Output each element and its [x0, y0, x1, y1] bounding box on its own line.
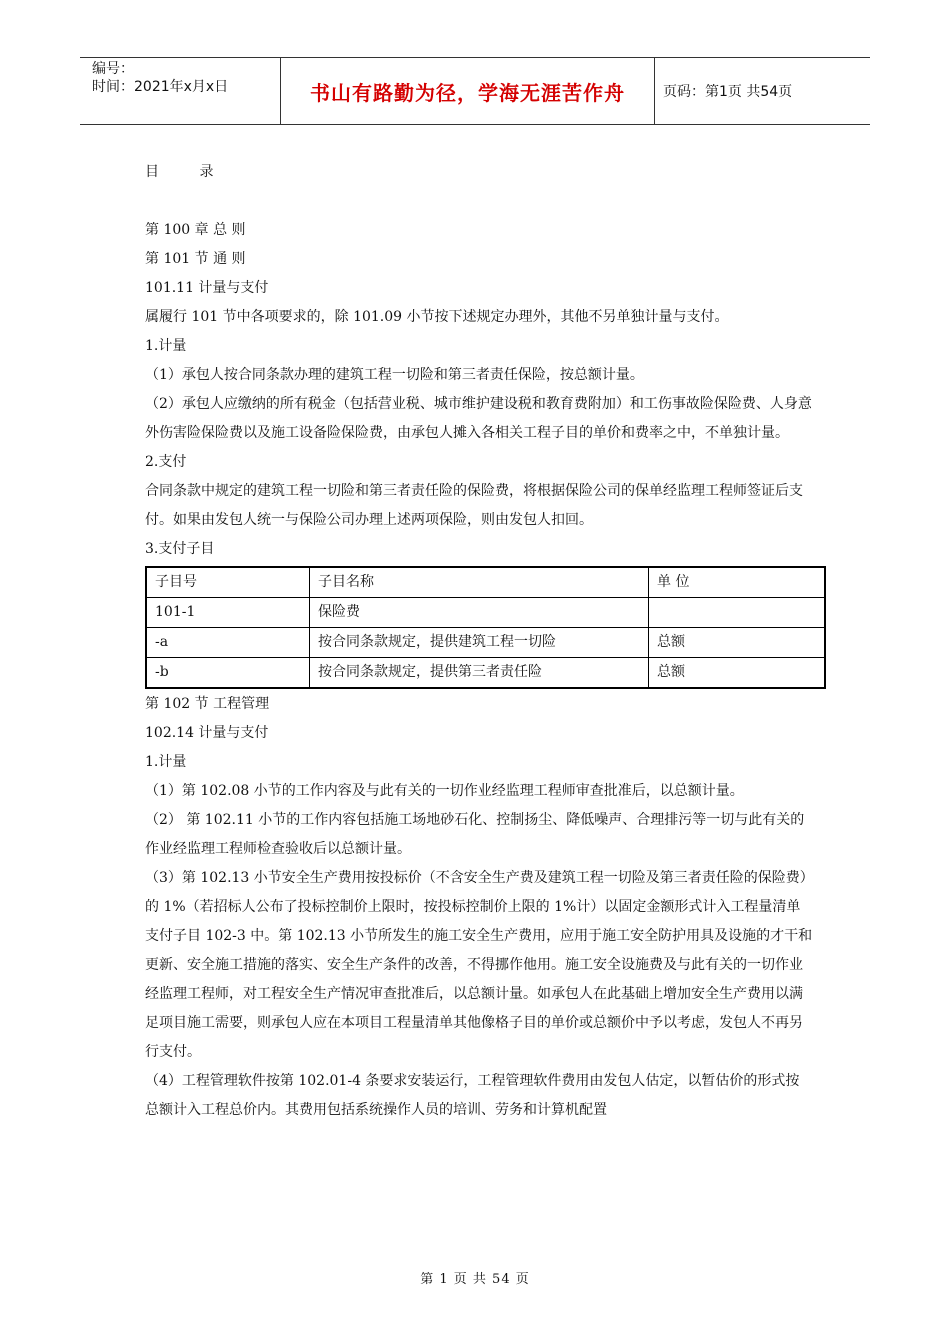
paragraph: （4）工程管理软件按第 102.01-4 条要求安装运行，工程管理软件费用由发包人估定，以暂估价的形式按总额计入工程总价内。其费用包括系统操作人员的培训、劳务和计算机配置 — [145, 1073, 800, 1118]
toc-title: 目 录 — [145, 164, 232, 180]
table-row — [146, 598, 825, 628]
table-header-row — [146, 567, 825, 598]
paragraph: （1）承包人按合同条款办理的建筑工程一切险和第三者责任保险，按总额计量。 — [145, 367, 644, 383]
table-row — [146, 628, 825, 658]
paragraph: （2） 第 102.11 小节的工作内容包括施工场地砂石化、控制扬尘、降低噪声、合理排污等一切与此有关的作业经监理工程师检查验收后以总额计量。 — [145, 812, 805, 857]
paragraph: （3）第 102.13 小节安全生产费用按投标价（不含安全生产费及建筑工程一切险及第三者责任险的保险费）的 1%（若招标人公布了投标控制价上限时，按投标控制价上限的 1%计）以固定金额形式计入工程量清单支付子目 102-3 中。第 102.13 小节所发生的施工安全生产费用，应用于施工安全防护用具及设施的才干和更新、安全施工措施的落实、安全生产条件的改善，不得挪作他用。施工安全设施费及与此有关的一切作业经监理工程师，对工程安全生产情况审查批准后，以总额计量。如承包人在此基础上增加安全生产费用以满足项目施工需要，则承包人应在本项目工程量清单其他像格子目的单价或总额价中予以考虑，发包人不再另行支付。 — [145, 870, 813, 1060]
table-row — [146, 658, 825, 689]
section-101-heading: 第 101 节 通 则 — [145, 251, 246, 267]
document-body — [145, 158, 813, 1125]
subsection-101-11-heading: 101.11 计量与支付 — [145, 280, 269, 296]
table-cell — [649, 598, 826, 628]
measurement-heading: 1.计量 — [145, 754, 187, 770]
page-footer: 第 1 页 共 54 页 — [420, 1272, 530, 1287]
header-page-info: 页码：第1页 共54页 — [663, 84, 793, 100]
payment-items-heading: 3.支付子目 — [145, 541, 215, 557]
table-header-cell: 单 位 — [649, 567, 826, 598]
section-102-heading: 第 102 节 工程管理 — [145, 696, 270, 712]
page-header — [80, 57, 870, 125]
table-cell: 总额 — [649, 628, 826, 658]
table-cell: 保险费 — [310, 598, 649, 628]
table-cell: 按合同条款规定，提供建筑工程一切险 — [310, 628, 649, 658]
document-number-label: 编号： — [92, 61, 134, 77]
table-cell: 按合同条款规定，提供第三者责任险 — [310, 658, 649, 689]
table-header-cell: 子目号 — [146, 567, 310, 598]
paragraph: 合同条款中规定的建筑工程一切险和第三者责任险的保险费，将根据保险公司的保单经监理工程师签证后支付。如果由发包人统一与保险公司办理上述两项保险，则由发包人扣回。 — [145, 483, 803, 528]
measurement-heading: 1.计量 — [145, 338, 187, 354]
subsection-102-14-heading: 102.14 计量与支付 — [145, 725, 269, 741]
table-header-cell: 子目名称 — [310, 567, 649, 598]
payment-heading: 2.支付 — [145, 454, 187, 470]
table-cell: 101-1 — [146, 598, 310, 628]
table-cell: -a — [146, 628, 310, 658]
document-time-label: 时间：2021年x月x日 — [92, 79, 229, 95]
payment-items-table — [145, 566, 826, 689]
table-cell: 总额 — [649, 658, 826, 689]
paragraph: （1）第 102.08 小节的工作内容及与此有关的一切作业经监理工程师审查批准后，以总额计量。 — [145, 783, 744, 799]
header-motto: 书山有路勤为径，学海无涯苦作舟 — [281, 58, 655, 124]
paragraph: 属履行 101 节中各项要求的，除 101.09 小节按下述规定办理外，其他不另单独计量与支付。 — [145, 309, 729, 325]
chapter-heading: 第 100 章 总 则 — [145, 222, 246, 238]
paragraph: （2）承包人应缴纳的所有税金（包括营业税、城市维护建设税和教育费附加）和工伤事故险保险费、人身意外伤害险保险费以及施工设备险保险费，由承包人摊入各相关工程子目的单价和费率之中，不单独计量。 — [145, 396, 812, 441]
table-cell: -b — [146, 658, 310, 689]
header-meta — [80, 58, 281, 124]
